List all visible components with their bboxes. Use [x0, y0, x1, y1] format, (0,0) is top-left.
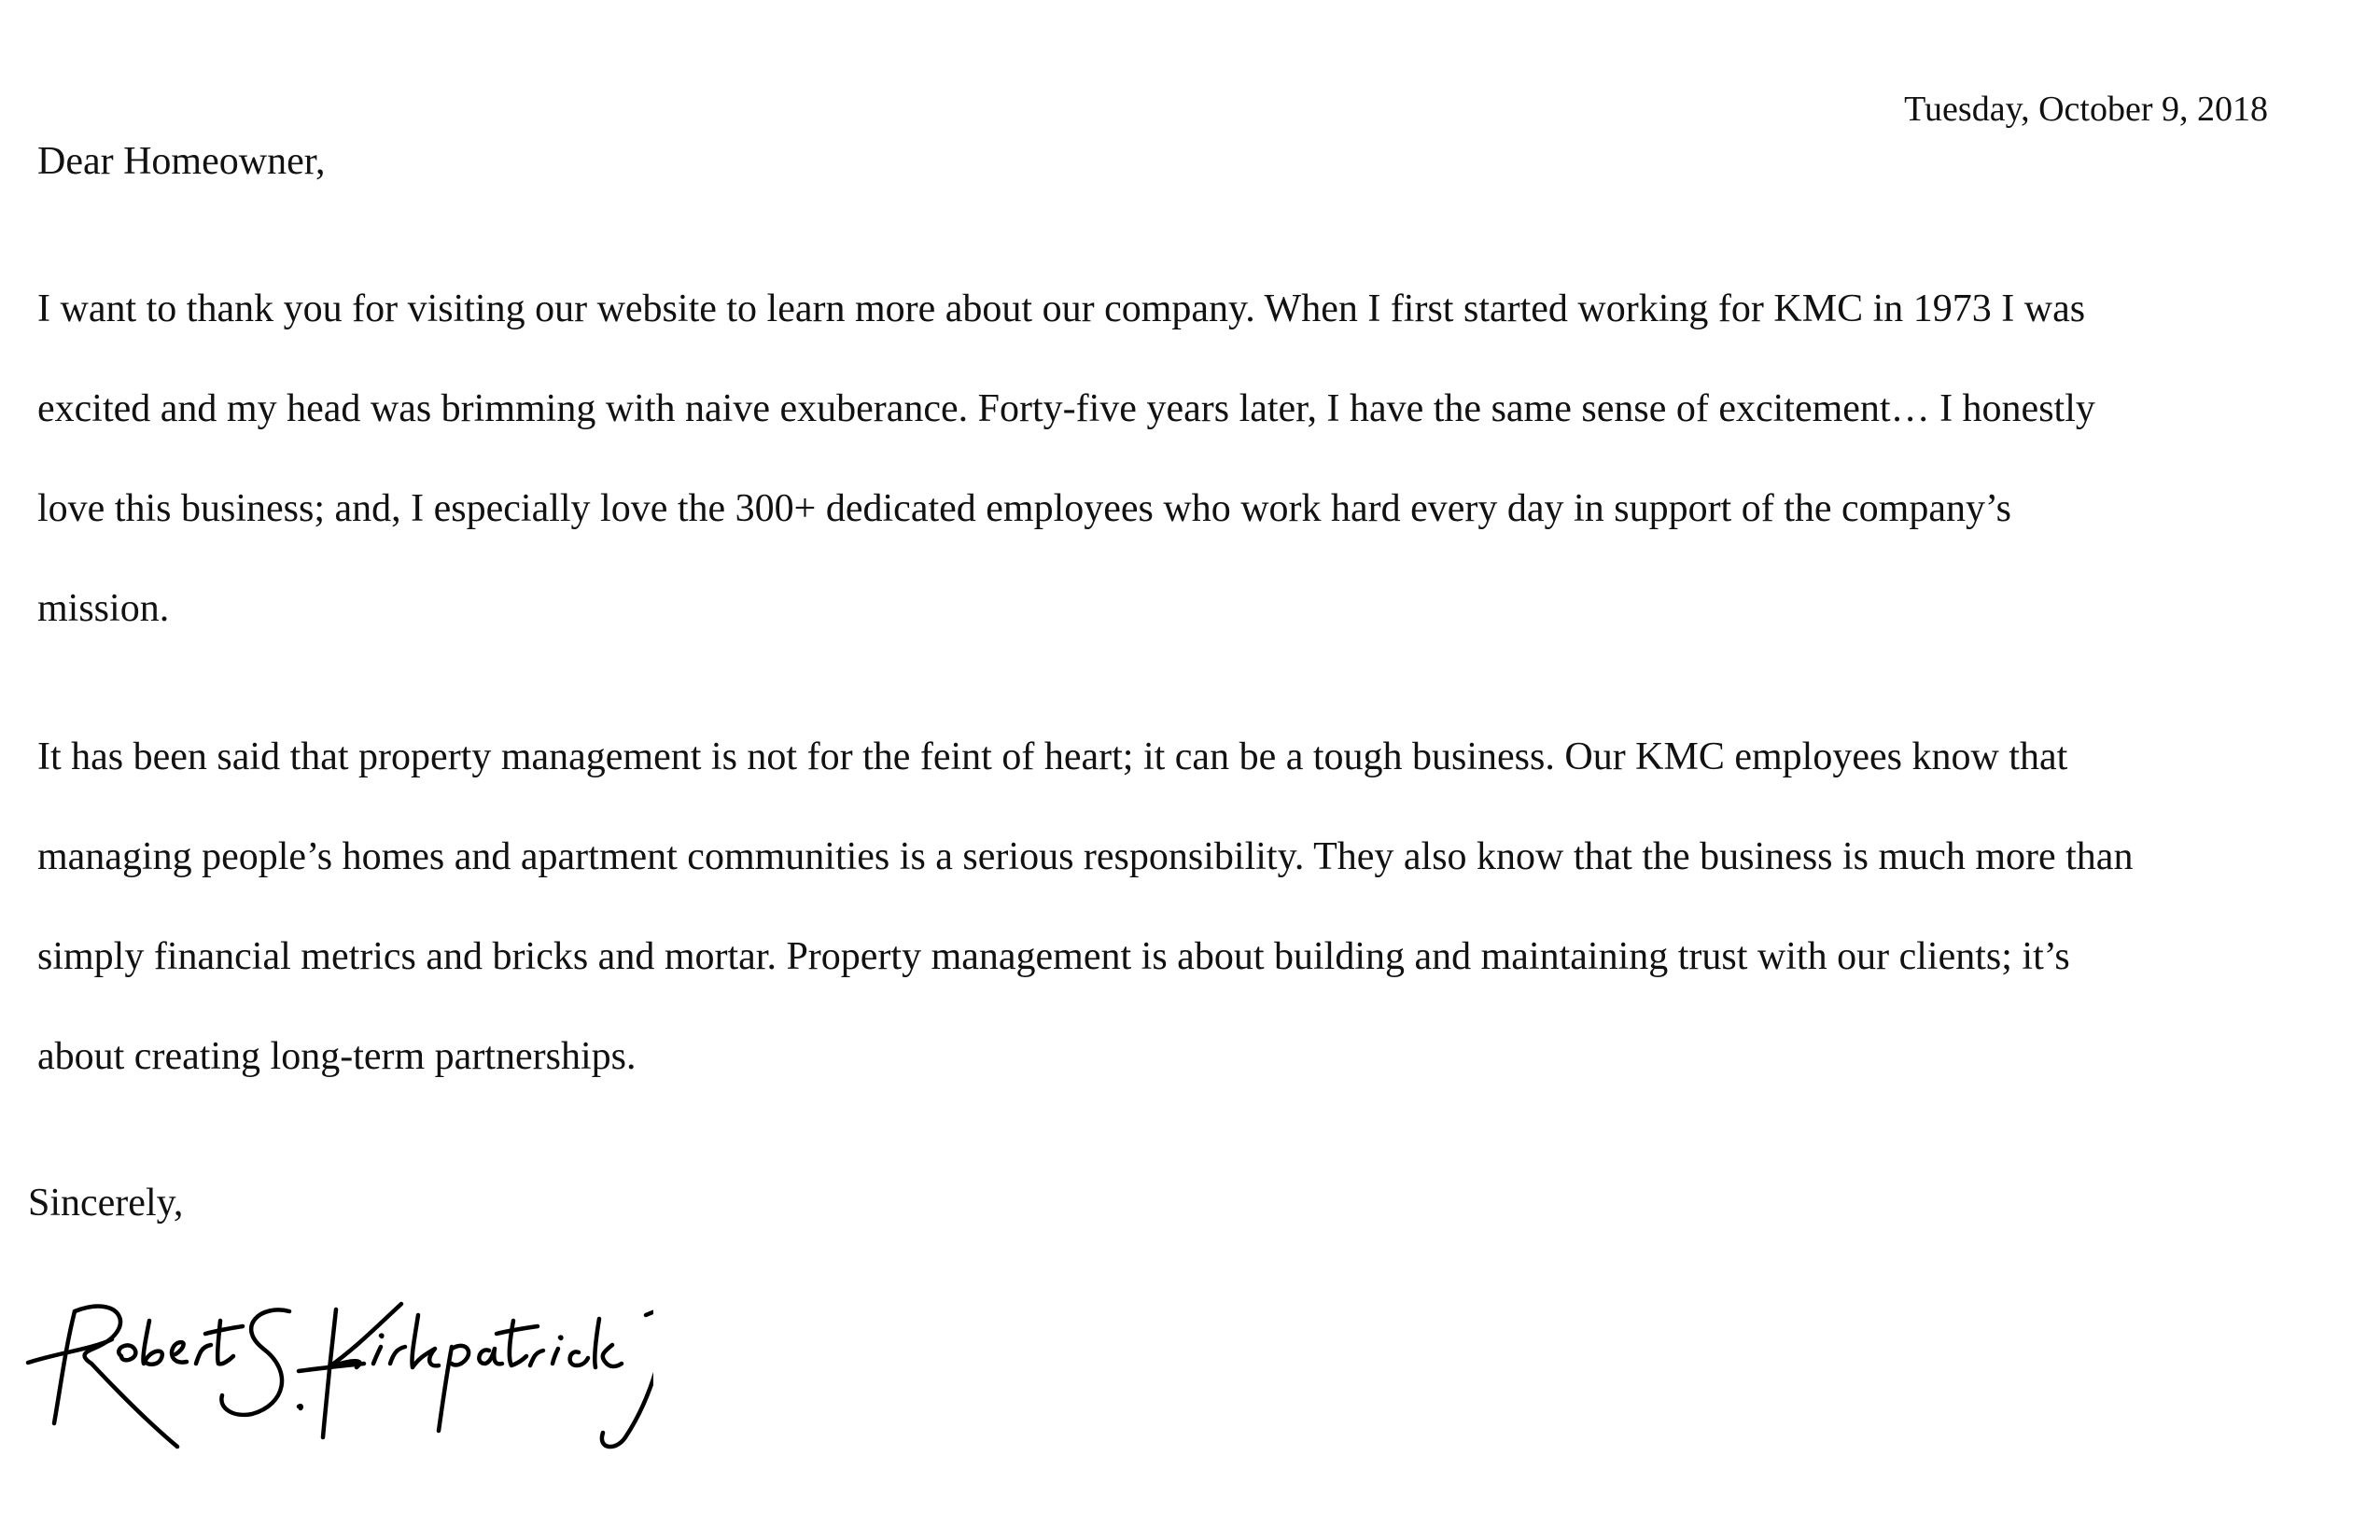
paragraph-line: excited and my head was brimming with naive exuberance. Forty-five years later, I have the same sense of excitement… I honestly: [37, 387, 2095, 430]
paragraph-line: managing people’s homes and apartment communities is a serious responsibility. They also know that the business is much more than: [37, 835, 2134, 878]
paragraph-line: It has been said that property management is not for the feint of heart; it can be a tough business. Our KMC employees know that: [37, 735, 2068, 778]
paragraph-line: about creating long-term partnerships.: [37, 1035, 637, 1078]
letter-date: Tuesday, October 9, 2018: [1904, 90, 2268, 129]
paragraph-line: simply financial metrics and bricks and mortar. Property management is about building and maintaining trust with our clients; it’s: [37, 935, 2070, 978]
paragraph-2: [37, 707, 2371, 1107]
signature-drawing: [19, 1274, 653, 1461]
paragraph-line: love this business; and, I especially love the 300+ dedicated employees who work hard every day in support of the company’s: [37, 487, 2011, 530]
closing: Sincerely,: [28, 1182, 184, 1225]
paragraph-1: [37, 259, 2371, 659]
salutation: Dear Homeowner,: [37, 140, 326, 183]
paragraph-line: mission.: [37, 587, 170, 630]
paragraph-line: I want to thank you for visiting our website to learn more about our company. When I first started working for KMC in 1973 I was: [37, 287, 2086, 330]
signature: [19, 1274, 653, 1461]
